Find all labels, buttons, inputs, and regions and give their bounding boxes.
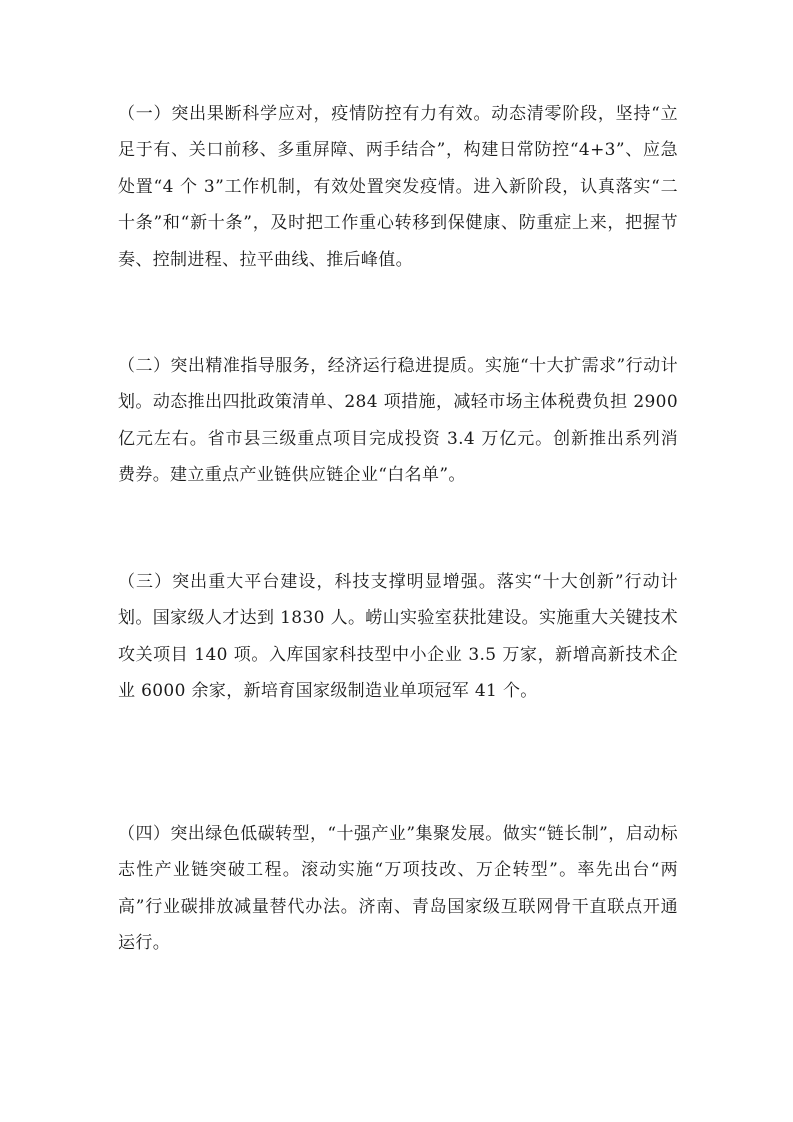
paragraph-2: （二）突出精准指导服务，经济运行稳进提质。实施“十大扩需求”行动计划。动态推出四批政策清单、284 项措施，减轻市场主体税费负担 2900 亿元左右。省市县三级重点项目完成投资 3.4 万亿元。创新推出系列消费券。建立重点产业链供应链企业“白名单”。	[118, 356, 678, 486]
paragraph-4: （四）突出绿色低碳转型，“十强产业”集聚发展。做实“链长制”，启动标志性产业链突破工程。滚动实施“万项技改、万企转型”。率先出台“两高”行业碳排放减量替代办法。济南、青岛国家级互联网骨干直联点开通运行。	[118, 824, 678, 954]
paragraph-1: （一）突出果断科学应对，疫情防控有力有效。动态清零阶段，坚持“立足于有、关口前移、多重屏障、两手结合”，构建日常防控“4+3”、应急处置“4 个 3”工作机制，有效处置突发疫情。进入新阶段，认真落实“二十条”和“新十条”，及时把工作重心转移到保健康、防重症上来，把握节奏、控制进程、拉平曲线、推后峰值。	[118, 104, 678, 270]
paragraph-3: （三）突出重大平台建设，科技支撑明显增强。落实“十大创新”行动计划。国家级人才达到 1830 人。崂山实验室获批建设。实施重大关键技术攻关项目 140 项。入库国家科技型中小企业 3.5 万家，新增高新技术企业 6000 余家，新培育国家级制造业单项冠军 41 个。	[118, 572, 678, 702]
